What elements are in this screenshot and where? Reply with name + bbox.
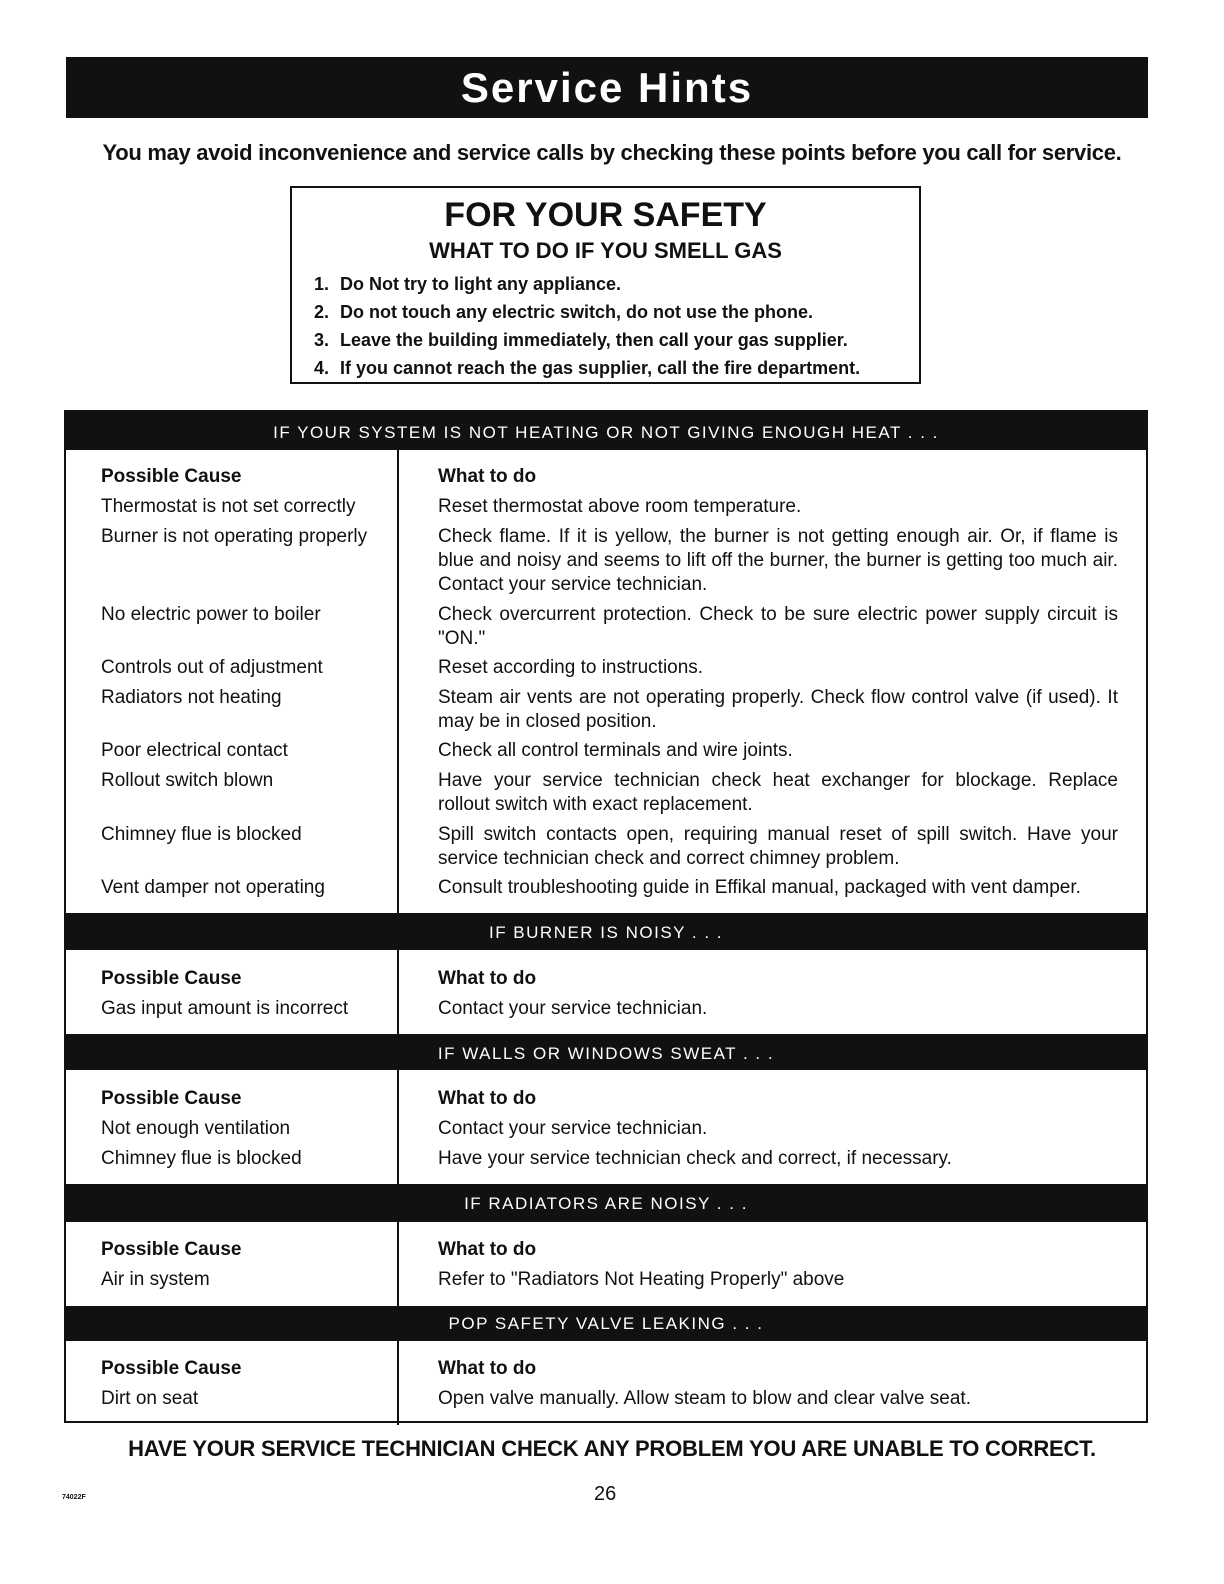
todo-cell: Open valve manually. Allow steam to blow and clear valve seat. [438,1388,971,1409]
section-heading-walls-sweat: IF WALLS OR WINDOWS SWEAT . . . [66,1034,1146,1070]
page-number: 26 [594,1483,617,1505]
section-heading-radiators-noisy: IF RADIATORS ARE NOISY . . . [66,1184,1146,1222]
intro-text: You may avoid inconvenience and service calls by checking these points before you call for service. [102,140,1122,165]
cause-cell: Radiators not heating [101,687,282,708]
column-divider [397,1222,399,1306]
cause-cell: Gas input amount is incorrect [101,998,349,1019]
cause-cell: Poor electrical contact [101,740,288,761]
section-heading-not-heating: IF YOUR SYSTEM IS NOT HEATING OR NOT GIVING ENOUGH HEAT . . . [66,412,1146,450]
possible-cause-header: Possible Cause [101,1358,242,1379]
what-to-do-header: What to do [438,968,537,989]
todo-cell: Have your service technician check heat exchanger for blockage. Replace rollout switch with exact replacement. [438,770,1118,815]
safety-item: 1. Do Not try to light any appliance. [314,274,622,294]
todo-cell: Check flame. If it is yellow, the burner is not getting enough air. Or, if flame is blue and noisy and seems to lift off the burner, the burner is getting too much air. Contact your service technician. [438,526,1118,595]
footer-warning: HAVE YOUR SERVICE TECHNICIAN CHECK ANY PROBLEM YOU ARE UNABLE TO CORRECT. [128,1436,1096,1461]
section-heading-burner-noisy: IF BURNER IS NOISY . . . [66,913,1146,950]
todo-cell: Have your service technician check and correct, if necessary. [438,1148,952,1169]
cause-cell: Vent damper not operating [101,877,325,898]
possible-cause-header: Possible Cause [101,1088,242,1109]
cause-cell: Controls out of adjustment [101,657,323,678]
possible-cause-header: Possible Cause [101,1239,242,1260]
cause-cell: No electric power to boiler [101,604,321,625]
cause-cell: Rollout switch blown [101,770,274,791]
column-divider [397,1341,399,1425]
cause-cell: Burner is not operating properly [101,526,368,547]
todo-cell: Check overcurrent protection. Check to be sure electric power supply circuit is "ON." [438,604,1118,649]
cause-cell: Dirt on seat [101,1388,199,1409]
cause-cell: Chimney flue is blocked [101,1148,302,1169]
todo-cell: Check all control terminals and wire joints. [438,740,793,761]
column-divider [397,950,399,1034]
column-divider [397,1070,399,1184]
section-heading-safety-valve: POP SAFETY VALVE LEAKING . . . [66,1306,1146,1341]
column-divider [397,450,399,913]
document-code: 74022F [62,1494,86,1501]
what-to-do-header: What to do [438,466,537,487]
safety-title: FOR YOUR SAFETY [444,196,767,234]
safety-item: 3. Leave the building immediately, then call your gas supplier. [314,330,848,350]
safety-box [290,186,921,384]
todo-cell: Contact your service technician. [438,998,708,1019]
troubleshooting-table [64,410,1148,1423]
todo-cell: Reset according to instructions. [438,657,704,678]
what-to-do-header: What to do [438,1358,537,1379]
todo-cell: Consult troubleshooting guide in Effikal manual, packaged with vent damper. [438,877,1081,898]
todo-cell: Spill switch contacts open, requiring manual reset of spill switch. Have your service technician check and correct chimney problem. [438,824,1118,869]
page-title: Service Hints [66,57,1148,118]
possible-cause-header: Possible Cause [101,466,242,487]
what-to-do-header: What to do [438,1239,537,1260]
safety-item: 4. If you cannot reach the gas supplier, call the fire department. [314,358,861,378]
safety-item: 2. Do not touch any electric switch, do not use the phone. [314,302,814,322]
todo-cell: Contact your service technician. [438,1118,708,1139]
safety-subtitle: WHAT TO DO IF YOU SMELL GAS [429,238,782,263]
what-to-do-header: What to do [438,1088,537,1109]
cause-cell: Thermostat is not set correctly [101,496,356,517]
cause-cell: Not enough ventilation [101,1118,291,1139]
safety-list [292,270,919,382]
todo-cell: Reset thermostat above room temperature. [438,496,802,517]
cause-cell: Chimney flue is blocked [101,824,302,845]
todo-cell: Refer to "Radiators Not Heating Properly" above [438,1269,845,1290]
todo-cell: Steam air vents are not operating properly. Check flow control valve (if used). It may be in closed position. [438,687,1118,732]
cause-cell: Air in system [101,1269,210,1290]
possible-cause-header: Possible Cause [101,968,242,989]
